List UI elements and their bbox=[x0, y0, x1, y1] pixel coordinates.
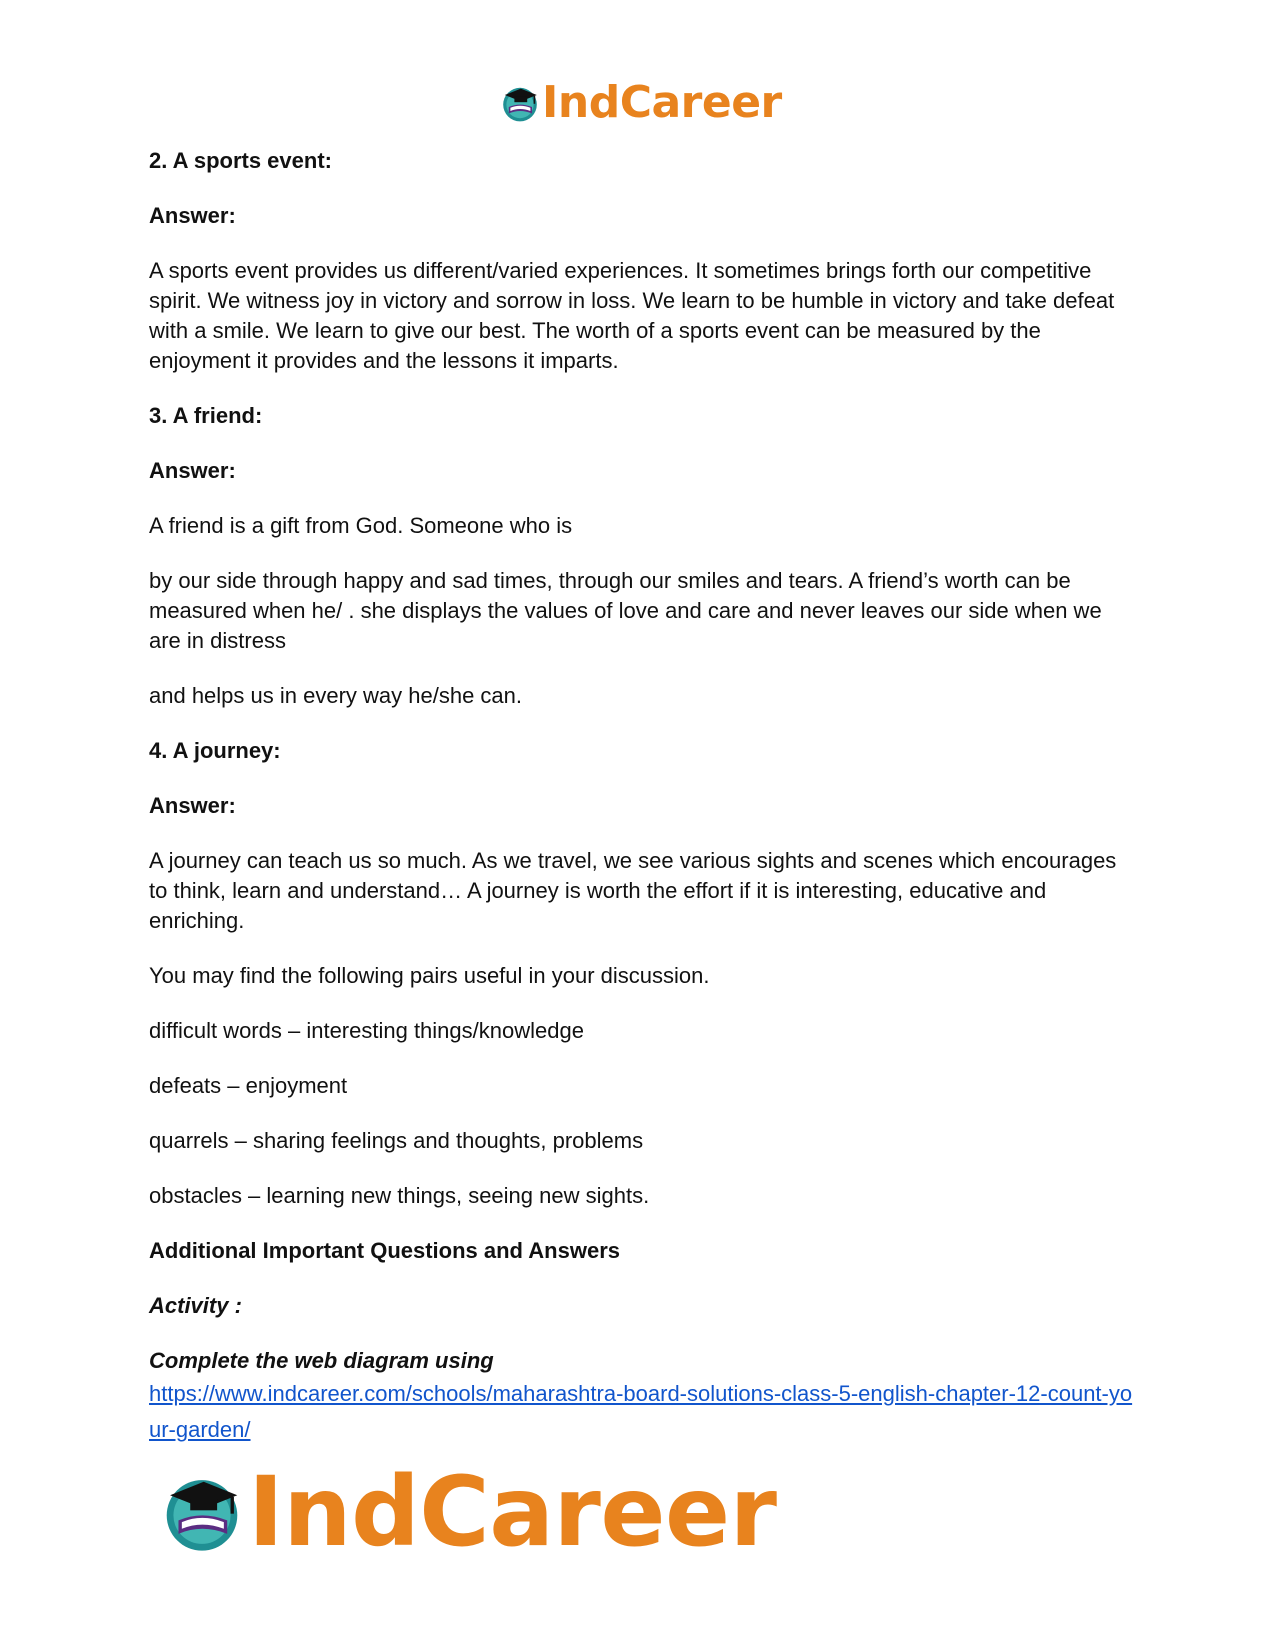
logo-text: IndCareer bbox=[248, 1456, 777, 1568]
document-body bbox=[149, 146, 1139, 1448]
paragraph: obstacles – learning new things, seeing new sights. bbox=[149, 1183, 650, 1208]
paragraph: by our side through happy and sad times, through our smiles and tears. A friend’s worth can be measured when he/ . she displays the values of love and care and never leaves our side when we are in distress bbox=[149, 568, 1102, 653]
section-heading: 2. A sports event: bbox=[149, 148, 332, 173]
graduation-cap-icon bbox=[160, 1470, 244, 1554]
web-diagram-instruction: Complete the web diagram using bbox=[149, 1348, 494, 1373]
activity-heading: Activity : bbox=[149, 1293, 242, 1318]
paragraph: defeats – enjoyment bbox=[149, 1073, 348, 1098]
paragraph: difficult words – interesting things/knowledge bbox=[149, 1018, 584, 1043]
paragraph: A journey can teach us so much. As we travel, we see various sights and scenes which encourages to think, learn and understand… A journey is worth the effort if it is interesting, educative and enriching. bbox=[149, 848, 1117, 933]
logo-text: IndCareer bbox=[542, 77, 782, 128]
section-heading: Additional Important Questions and Answers bbox=[149, 1238, 621, 1263]
footer-logo bbox=[160, 1456, 777, 1568]
graduation-cap-icon bbox=[500, 83, 540, 123]
paragraph: and helps us in every way he/she can. bbox=[149, 683, 523, 708]
section-heading: Answer: bbox=[149, 458, 236, 483]
section-heading: Answer: bbox=[149, 203, 236, 228]
header-logo bbox=[500, 78, 782, 128]
paragraph: A sports event provides us different/varied experiences. It sometimes brings forth our competitive spirit. We witness joy in victory and sorrow in loss. We learn to be humble in victory and take defeat with a smile. We learn to give our best. The worth of a sports event can be measured by the enjoyment it provides and the lessons it imparts. bbox=[149, 258, 1115, 373]
chapter-link[interactable]: https://www.indcareer.com/schools/maharashtra-board-solutions-class-5-english-chapter-12-count-your-garden/ bbox=[149, 1381, 1133, 1442]
section-heading: Answer: bbox=[149, 793, 236, 818]
section-heading: 3. A friend: bbox=[149, 403, 263, 428]
section-heading: 4. A journey: bbox=[149, 738, 281, 763]
paragraph: A friend is a gift from God. Someone who is bbox=[149, 513, 573, 538]
paragraph: You may find the following pairs useful in your discussion. bbox=[149, 963, 710, 988]
paragraph: quarrels – sharing feelings and thoughts, problems bbox=[149, 1128, 644, 1153]
